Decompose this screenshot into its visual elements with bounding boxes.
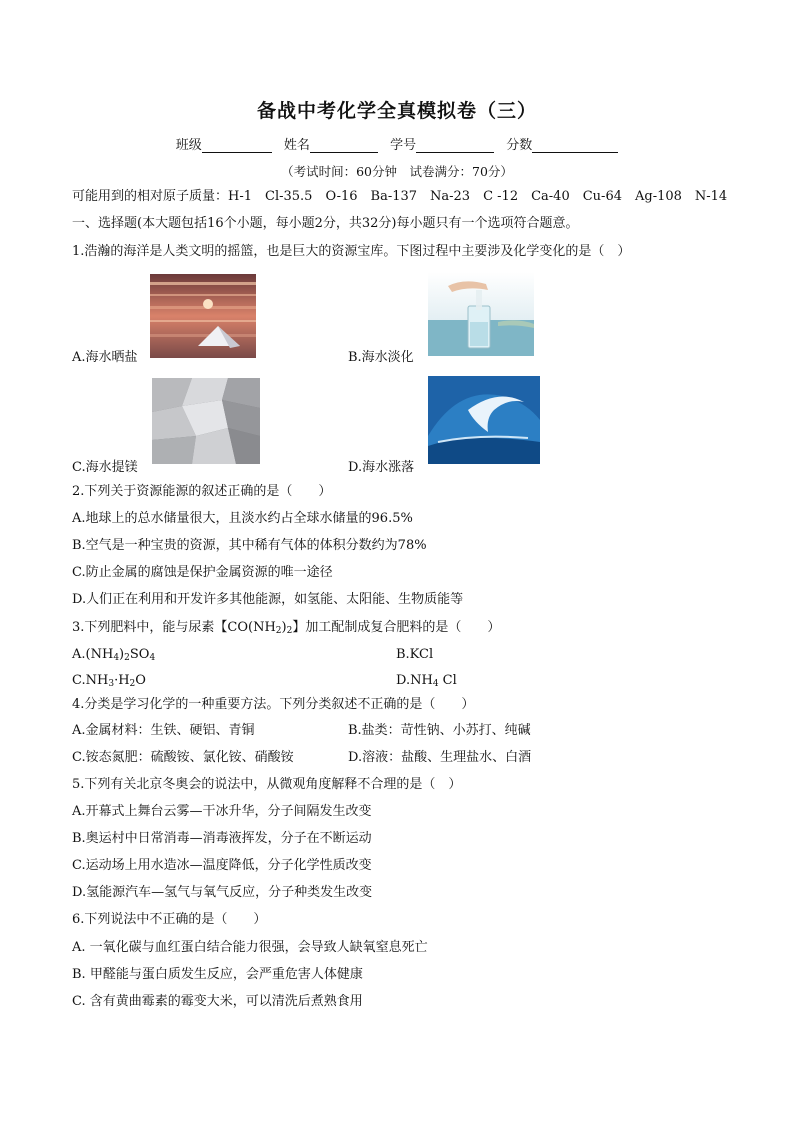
q1-option-b[interactable]: B.海水淡化 xyxy=(348,350,414,365)
q3-option-c[interactable]: $C.NH_3\cdot H_2O$ xyxy=(72,673,146,689)
class-blank[interactable] xyxy=(202,138,272,153)
q1-option-d[interactable]: D.海水涨落 xyxy=(348,460,415,475)
q4-option-b[interactable]: B.盐类：苛性钠、小苏打、纯碱 xyxy=(348,723,531,738)
q5-option-c[interactable]: C.运动场上用水造冰—温度降低，分子化学性质改变 xyxy=(72,858,372,873)
q4-stem: 4.分类是学习化学的一种重要方法。下列分类叙述不正确的是（ ） xyxy=(72,697,475,712)
name-field: 姓名 xyxy=(284,134,378,153)
q6-stem: 6.下列说法中不正确的是（ ） xyxy=(72,912,267,927)
atomic-masses: 可能用到的相对原子质量：H-1 Cl-35.5 O-16 Ba-137 Na-23 C -12 Ca-40 Cu-64 Ag-108 N-14 xyxy=(72,189,728,204)
exam-meta: （考试时间：60分钟 试卷满分：70分） xyxy=(281,164,513,179)
q3-option-b[interactable]: B.KCl xyxy=(396,647,434,662)
q6-option-a[interactable]: A. 一氧化碳与血红蛋白结合能力很强，会导致人缺氧窒息死亡 xyxy=(72,940,428,955)
q1-option-c[interactable]: C.海水提镁 xyxy=(72,460,138,475)
score-blank[interactable] xyxy=(532,138,618,153)
q2-stem: 2.下列关于资源能源的叙述正确的是（ ） xyxy=(72,484,332,499)
q6-option-c[interactable]: C. 含有黄曲霉素的霉变大米，可以清洗后煮熟食用 xyxy=(72,994,363,1009)
q5-option-a[interactable]: A.开幕式上舞台云雾—干冰升华，分子间隔发生改变 xyxy=(72,804,372,819)
q5-option-d[interactable]: D.氢能源汽车—氢气与氧气反应，分子种类发生改变 xyxy=(72,885,373,900)
q4-option-a[interactable]: A.金属材料：生铁、硬铝、青铜 xyxy=(72,723,255,738)
q2-option-a[interactable]: A.地球上的总水储量很大，且淡水约占全球水储量的96.5% xyxy=(72,511,413,526)
water-glass-image xyxy=(428,272,534,356)
q5-stem: 5.下列有关北京冬奥会的说法中，从微观角度解释不合理的是（ ） xyxy=(72,777,462,792)
q2-option-d[interactable]: D.人们正在利用和开发许多其他能源，如氢能、太阳能、生物质能等 xyxy=(72,592,464,607)
magnesium-blocks-image xyxy=(152,378,260,464)
q6-option-b[interactable]: B. 甲醛能与蛋白质发生反应，会严重危害人体健康 xyxy=(72,967,363,982)
q1-option-a[interactable]: A.海水晒盐 xyxy=(72,350,138,365)
class-field: 班级 xyxy=(176,134,272,153)
q2-option-c[interactable]: C.防止金属的腐蚀是保护金属资源的唯一途径 xyxy=(72,565,333,580)
student-info-line xyxy=(0,134,794,153)
sea-salt-drying-image xyxy=(150,274,256,358)
q4-option-d[interactable]: D.溶液：盐酸、生理盐水、白酒 xyxy=(348,750,532,765)
q5-option-b[interactable]: B.奥运村中日常消毒—消毒液挥发，分子在不断运动 xyxy=(72,831,372,846)
q4-option-c[interactable]: C.铵态氮肥：硫酸铵、氯化铵、硝酸铵 xyxy=(72,750,294,765)
q3-stem: 3.下列肥料中，能与尿素【$CO(NH_2)_2$】加工配制成复合肥料的是（ ） xyxy=(72,620,501,636)
student-id-blank[interactable] xyxy=(416,138,494,153)
ocean-wave-image xyxy=(428,376,540,464)
q1-stem: 1.浩瀚的海洋是人类文明的摇篮，也是巨大的资源宝库。下图过程中主要涉及化学变化的是（ ） xyxy=(72,244,631,259)
section-heading: 一、选择题(本大题包括16个小题，每小题2分，共32分)每小题只有一个选项符合题意。 xyxy=(72,216,579,231)
q2-option-b[interactable]: B.空气是一种宝贵的资源，其中稀有气体的体积分数约为78% xyxy=(72,538,427,553)
q3-option-d[interactable]: $D.NH_4$ Cl xyxy=(396,673,457,689)
q3-option-a[interactable]: $A.(NH_4)_2SO_4$ xyxy=(72,647,156,663)
name-blank[interactable] xyxy=(310,138,378,153)
exam-title: 备战中考化学全真模拟卷（三） xyxy=(256,100,537,122)
score-field: 分数 xyxy=(506,134,618,153)
student-id-field: 学号 xyxy=(390,134,494,153)
